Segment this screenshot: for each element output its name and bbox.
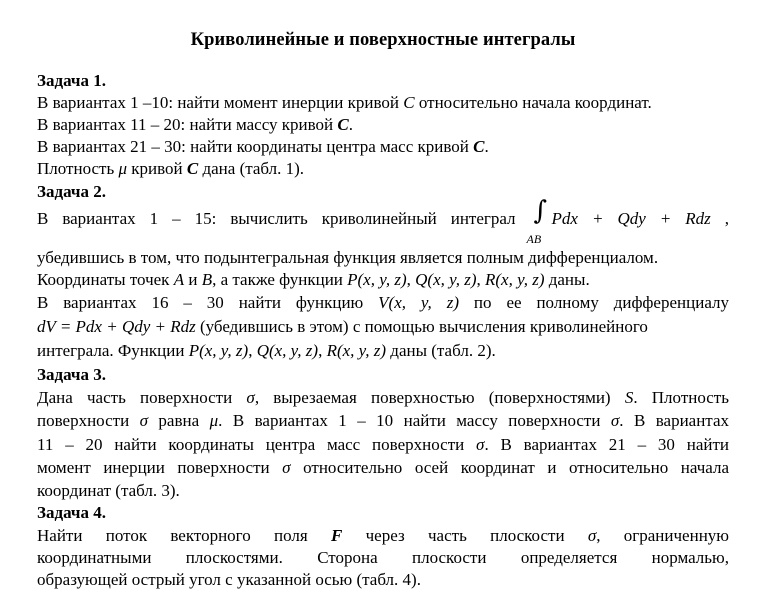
- task3-line5: координат (табл. 3).: [37, 481, 180, 500]
- func-r: R(x, y, z): [485, 270, 545, 289]
- text: В вариантах 16 – 30 найти функцию: [37, 293, 364, 312]
- density-symbol: μ: [118, 159, 128, 178]
- task1-line2: [37, 114, 353, 136]
- text: В вариантах 21 – 30: найти координаты центра масс кривой: [37, 137, 474, 156]
- task4-heading: Задача 4.: [37, 503, 106, 522]
- text: ,: [406, 270, 416, 289]
- point-b: B: [201, 270, 213, 289]
- text: . В вариантах: [619, 411, 729, 430]
- text: . В вариантах 21 – 30 найти: [484, 435, 729, 454]
- text: , вырезаемая поверхностью (поверхностями): [254, 388, 625, 407]
- curve-var: C: [403, 93, 415, 112]
- task1-line4: [37, 158, 304, 180]
- task2-line2: убедившись в том, что подынтегральная функция является полным дифференциалом.: [37, 248, 659, 267]
- text: Координаты точек: [37, 270, 174, 289]
- text: относительно осей координат и относительно начала: [290, 458, 729, 477]
- text: кривой: [127, 159, 187, 178]
- page-title: Криволинейные и поверхностные интегралы: [190, 30, 576, 50]
- surface-symbol: σ: [246, 388, 255, 407]
- text: ,: [318, 341, 327, 360]
- func-p: P(x, y, z): [347, 270, 407, 289]
- task3-line2: [37, 410, 729, 432]
- text: ,: [248, 341, 257, 360]
- text: .: [348, 115, 353, 134]
- task2-line1: [37, 196, 729, 246]
- integrand: Pdx + Qdy + Rdz: [551, 209, 711, 228]
- integral-icon: ∫: [533, 196, 548, 226]
- text: ,: [724, 209, 729, 228]
- task3-line1: [37, 387, 729, 409]
- func-p: P(x, y, z): [188, 341, 249, 360]
- surface-symbol: σ: [476, 435, 485, 454]
- text: Дана часть поверхности: [37, 388, 247, 407]
- curve-var: C: [337, 115, 349, 134]
- curve-var: C: [473, 137, 485, 156]
- line-integral: [526, 196, 552, 246]
- text: (убедившись в этом) с помощью вычисления криволинейного: [195, 317, 648, 336]
- text: ,: [476, 270, 485, 289]
- task1-heading: Задача 1.: [37, 71, 106, 90]
- task1-line3: [37, 136, 489, 158]
- text: В вариантах 1 – 15: вычислить криволинейный интеграл: [37, 209, 516, 228]
- text: В вариантах 11 – 20: найти массу кривой: [37, 115, 338, 134]
- text: Найти поток векторного поля: [37, 526, 331, 545]
- task2-line6: [37, 340, 496, 362]
- text: . В вариантах 1 – 10 найти массу поверхности: [218, 411, 611, 430]
- plane-symbol: σ: [587, 526, 597, 545]
- task2-line5: [37, 316, 648, 338]
- task1-line1: [37, 92, 652, 114]
- task2-line4: [37, 292, 729, 314]
- surface-symbol: σ: [139, 411, 148, 430]
- surface-symbol: σ: [282, 458, 291, 477]
- text: Плотность: [37, 159, 119, 178]
- text: и: [184, 270, 202, 289]
- text: относительно начала координат.: [414, 93, 652, 112]
- density-symbol: μ: [209, 411, 219, 430]
- task2-line3: [37, 269, 590, 291]
- text: равна: [148, 411, 210, 430]
- text: В вариантах 1 –10: найти момент инерции кривой: [37, 93, 404, 112]
- task2-heading: Задача 2.: [37, 182, 106, 201]
- task3-line4: [37, 457, 729, 479]
- text: . Плотность: [633, 388, 729, 407]
- text: момент инерции поверхности: [37, 458, 283, 477]
- text: , ограниченную: [596, 526, 729, 545]
- task4-line2: координатными плоскостями. Сторона плоскости определяется нормалью,: [37, 548, 729, 567]
- vector-field: F: [331, 526, 343, 545]
- text: по ее полному дифференциалу: [473, 293, 729, 312]
- surface-symbol: σ: [610, 411, 620, 430]
- task3-line3: [37, 434, 729, 456]
- point-a: A: [173, 270, 185, 289]
- text: интеграла. Функции: [37, 341, 189, 360]
- text: даны.: [544, 270, 590, 289]
- text: через часть плоскости: [342, 526, 588, 545]
- surface-s: S: [624, 388, 634, 407]
- total-differential: dV = Pdx + Qdy + Rdz: [37, 317, 196, 336]
- text: дана (табл. 1).: [198, 159, 305, 178]
- task4-line3: образующей острый угол с указанной осью (табл. 4).: [37, 570, 421, 589]
- func-r: R(x, y, z): [326, 341, 387, 360]
- text: , а также функции: [212, 270, 348, 289]
- text: поверхности: [37, 411, 140, 430]
- text: .: [484, 137, 489, 156]
- func-q: Q(x, y, z): [415, 270, 477, 289]
- curve-var: C: [186, 159, 199, 178]
- task4-line1: [37, 525, 729, 547]
- func-q: Q(x, y, z): [256, 341, 319, 360]
- text: даны (табл. 2).: [386, 341, 496, 360]
- integral-subscript: AB: [526, 232, 542, 246]
- task3-heading: Задача 3.: [37, 365, 106, 384]
- func-v: V(x, y, z): [378, 293, 459, 312]
- text: 11 – 20 найти координаты центра масс поверхности: [37, 435, 477, 454]
